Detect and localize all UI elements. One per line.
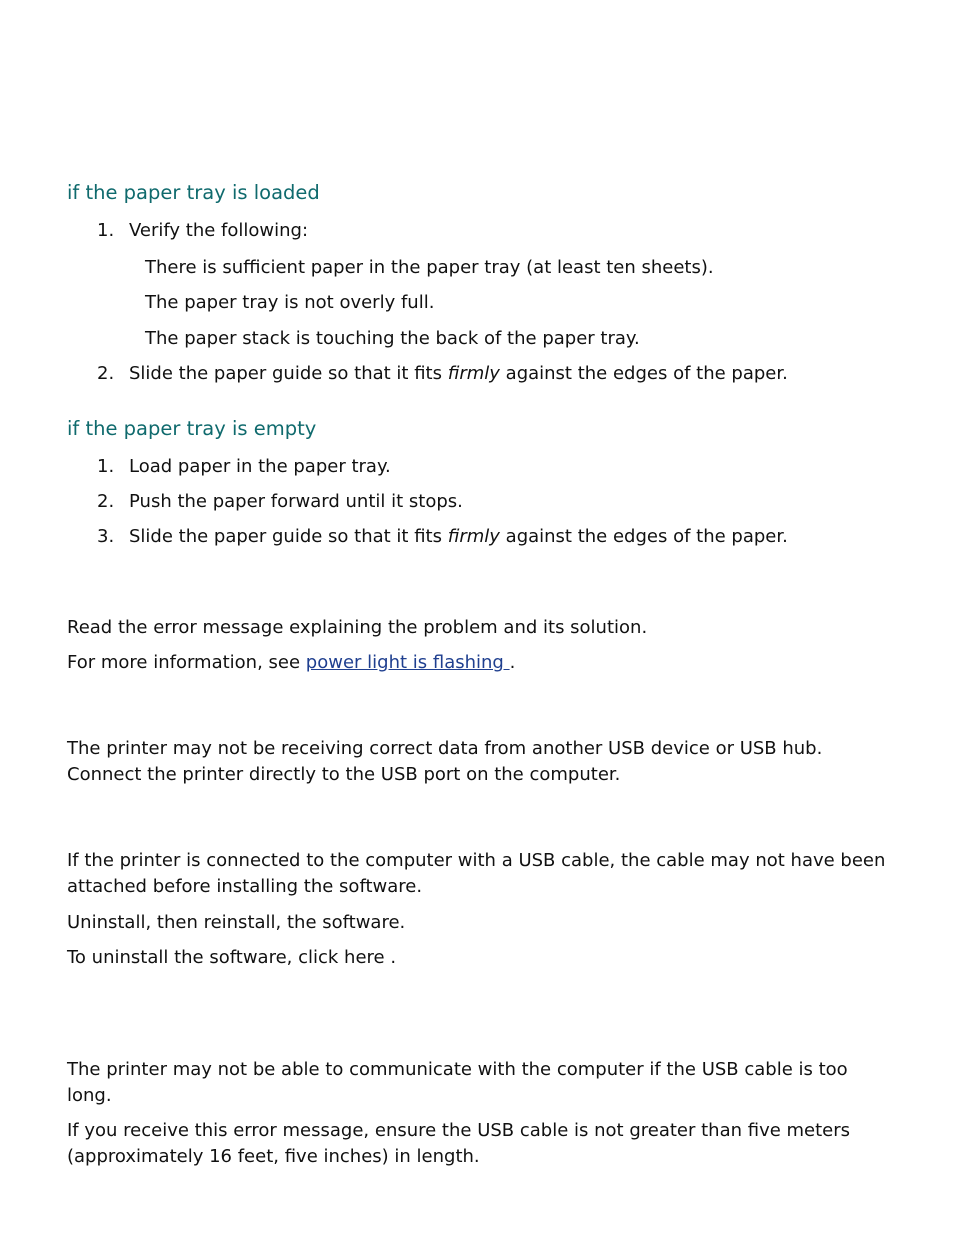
list-text: Load paper in the paper tray. xyxy=(129,456,391,477)
list-text: Verify the following: xyxy=(129,220,309,241)
list-text xyxy=(129,526,788,548)
list-text xyxy=(129,363,788,385)
emphasis-firmly: firmly xyxy=(447,526,500,547)
usb-length-paragraph: The printer may not be able to communicate with the computer if the USB cable is too long. xyxy=(67,1059,848,1106)
list-text: Push the paper forward until it stops. xyxy=(129,491,463,512)
check-item: There is sufficient paper in the paper tray (at least ten sheets). xyxy=(145,257,714,278)
list-number: 1. xyxy=(97,220,115,241)
text-run: Slide the paper guide so that it fits xyxy=(129,363,448,384)
heading-tray-empty: if the paper tray is empty xyxy=(67,417,317,440)
text-run: For more information, see xyxy=(67,652,306,673)
list-number: 1. xyxy=(97,456,115,477)
reinstall-text: Uninstall, then reinstall, the software. xyxy=(67,912,406,933)
text-run: To uninstall the software, click xyxy=(67,947,345,968)
text-run: against the edges of the paper. xyxy=(499,363,788,384)
heading-tray-loaded: if the paper tray is loaded xyxy=(67,181,320,204)
usb-device-paragraph: The printer may not be receiving correct data from another USB device or USB hub. Connect the printer directly to the USB port on the computer. xyxy=(67,738,823,785)
text-run: . xyxy=(509,652,516,673)
error-message-text: Read the error message explaining the problem and its solution. xyxy=(67,617,648,638)
list-number: 3. xyxy=(97,526,115,547)
more-info-text xyxy=(67,652,515,674)
list-number: 2. xyxy=(97,363,115,384)
uninstall-text xyxy=(67,947,396,969)
power-light-flashing-link[interactable]: power light is flashing xyxy=(305,652,510,673)
usb-install-paragraph: If the printer is connected to the computer with a USB cable, the cable may not have been attached before installing the software. xyxy=(67,850,886,897)
check-item: The paper tray is not overly full. xyxy=(145,292,435,313)
list-number: 2. xyxy=(97,491,115,512)
emphasis-firmly: firmly xyxy=(447,363,500,384)
text-run: . xyxy=(384,947,397,968)
text-run: Slide the paper guide so that it fits xyxy=(129,526,448,547)
text-run: against the edges of the paper. xyxy=(499,526,788,547)
check-item: The paper stack is touching the back of the paper tray. xyxy=(145,328,640,349)
usb-length-advice: If you receive this error message, ensure the USB cable is not greater than five meters (approximately 16 feet, five inches) in length. xyxy=(67,1120,851,1167)
uninstall-here-link[interactable]: here xyxy=(344,947,385,968)
